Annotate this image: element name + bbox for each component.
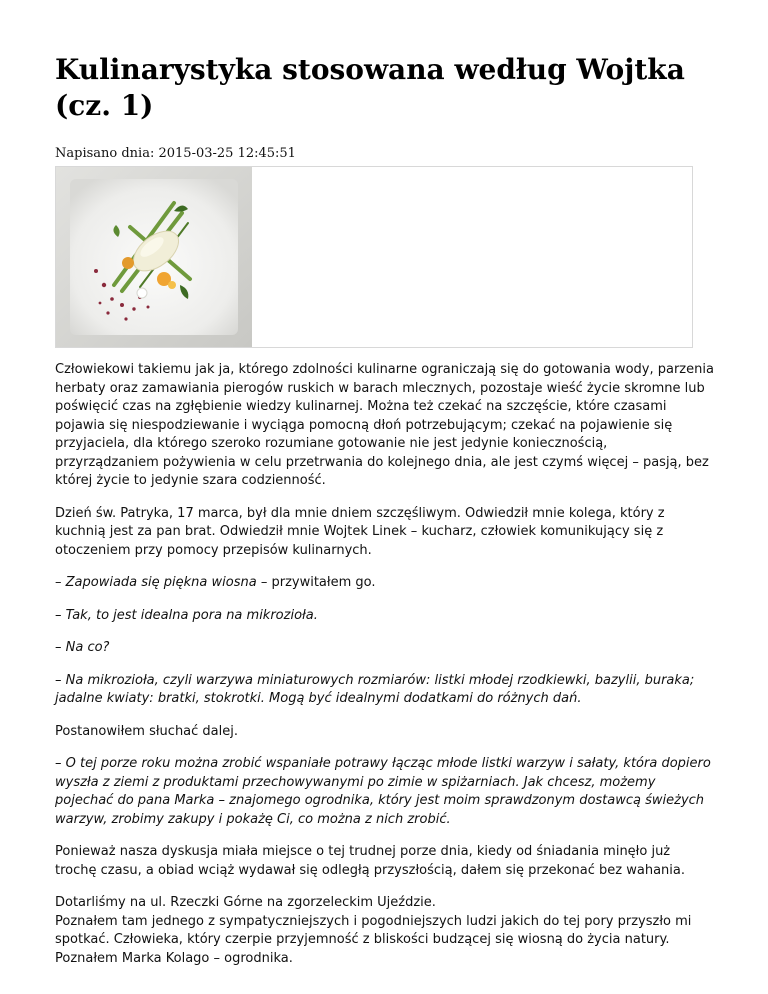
- dialog-line: – Na mikrozioła, czyli warzywa miniaturowych rozmiarów: listki młodej rzodkiewki, bazylii, buraka; jadalne kwiaty: bratki, stokrotki. Mogą być idealnymi dodatkami do różnych dań.: [55, 672, 695, 706]
- dialog-quote: Zapowiada się piękna wiosna: [65, 575, 257, 590]
- paragraph: Dotarliśmy na ul. Rzeczki Górne na zgorzeleckim Ujeździe.: [55, 895, 436, 910]
- plated-dish-photo: [56, 167, 252, 347]
- paragraph: Ponieważ nasza dyskusja miała miejsce o tej trudnej porze dnia, kiedy od śniadania minęło już trochę czasu, a obiad wciąż wydawał się odległą przyszłością, dałem się przekonać bez wahania.: [55, 844, 685, 878]
- dialog-narration: – przywitałem go.: [256, 575, 376, 590]
- article: [55, 0, 715, 982]
- article-image-frame: [55, 166, 693, 348]
- article-title: Kulinarystyka stosowana według Wojtka (cz. 1): [55, 53, 685, 122]
- post-date: [55, 146, 715, 162]
- paragraph: Człowiekowi takiemu jak ja, którego zdolności kulinarne ograniczają się do gotowania wody, parzenia herbaty oraz zamawiania pierogów ruskich w barach mlecznych, pozostaje wieść życie skromne lub poświęcić czas na zgłębienie wiedzy kulinarnej. Można też czekać na szczęście, które czasami pojawia się niespodziewanie i wyciąga pomocną dłoń potrzebującym; czekać na pojawienie się przyjaciela, dla którego szeroko rozumiane gotowanie nie jest jedynie koniecznością, przyrządzaniem pożywienia w celu przetrwania do kolejnego dnia, ale jest czymś więcej – pasją, bez której życie to jedynie szara codzienność.: [55, 362, 714, 488]
- dialog-line: – O tej porze roku można zrobić wspaniałe potrawy łącząc młode listki warzyw i sałaty, która dopiero wyszła z ziemi z produktami przechowywanymi po zimie w spiżarniach. Jak chcesz, możemy pojechać do pana Marka – znajomego ogrodnika, który jest moim sprawdzonym dostawcą świeżych warzyw, zrobimy zakupy i pokażę Ci, co można z nich zrobić.: [55, 756, 711, 827]
- garnish: [122, 257, 134, 269]
- dialog-line: – Tak, to jest idealna pora na mikrozioła.: [55, 607, 318, 623]
- post-date-label: Napisano dnia:: [55, 146, 155, 161]
- paragraph: Postanowiłem słuchać dalej.: [55, 723, 239, 739]
- dialog-dash: –: [55, 575, 66, 590]
- dialog-line: – Na co?: [55, 640, 110, 655]
- dialog-line: [55, 574, 715, 593]
- post-date-value: 2015-03-25 12:45:51: [158, 146, 296, 161]
- paragraph: Dzień św. Patryka, 17 marca, był dla mnie dniem szczęśliwym. Odwiedził mnie kolega, który z kuchnią jest za pan brat. Odwiedził mnie Wojtek Linek – kucharz, człowiek komunikujący się z otoczeniem przy pomocy przepisów kulinarnych.: [55, 505, 665, 558]
- article-body: [55, 361, 715, 968]
- paragraph: Poznałem tam jednego z sympatyczniejszych i pogodniejszych ludzi jakich do tej pory przyszło mi spotkać. Człowieka, który czerpie przyjemność z bliskości budzącej się wiosną do życia natury. Poznałem Marka Kolago – ogrodnika.: [55, 913, 692, 966]
